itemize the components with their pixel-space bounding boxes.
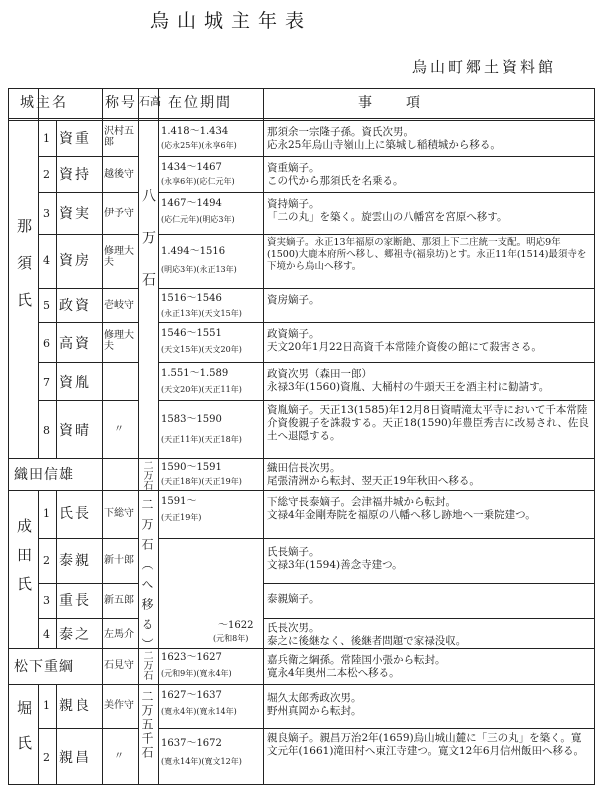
- source-label: 烏山町郷土資料館: [412, 58, 557, 76]
- family-oda: 織田信雄: [14, 467, 74, 483]
- koku-matsushita: 二万石: [141, 650, 152, 680]
- header-events: 事 項: [358, 95, 422, 111]
- family-narita: 成田氏: [15, 518, 33, 605]
- koku-oda: 二万石: [141, 460, 152, 490]
- header-title: 称号: [105, 95, 137, 111]
- koku-hori: 二万五千石: [140, 690, 154, 760]
- header-koku: 石高: [139, 95, 161, 108]
- header-period: 在位期間: [168, 95, 232, 111]
- chronology-table: 城主名 称号 石高 在位期間 事 項 那須氏 織田信雄 成田氏 松下重綱 堀氏 八万石 二万石 二万石（へ移る） 二万石 二万五千石 1 資重 沢村五郎 1.418～1.434 (応永25年)(永享6年) 那須余一宗隆子孫。資氏次男。 応永25年烏山寺嶺山上に築城し稲積城から移る。 2 資持 越後守 1434～1467 (永享6年)(応仁元年) 資重嫡子。 この代から那須氏を名乗る。 3 資実 伊予守 1467～1494 (応仁元年)(明応3年) 資持嫡子。 「二の丸」を築く。旋雲山の八幡宮を宮原へ移す。 4 資房 修理大夫 1.494～1516 (明応3年)(永正13年) 資実嫡子。永正13年福原の家断絶、那須上下二庄統一支配。明応9年(1500)大鹿本府所へ移し、郷祖寺(福泉坊)とす。永正11年(1514)最須寺を下境から烏山へ移す。 5 政資 壱岐守 1516～1546 (永正13年)(天文15年) 資房嫡子。 6 高資 修理大夫 1546～1551 (天文15年)(天文20年) 政資嫡子。 天文20年1月22日高資千本常陸介資俊の館にて殺害さる。 7 資胤 1.551～1.589 (天文20年)(天正11年) 政資次男（森田一郎） 永禄3年(1560)資胤、大桶村の牛頭天王を酒主村に勧請す。 8 資晴 〃 1583～1590 (天正11年)(天正18年) 資胤嫡子。天正13(1585)年12月8日資晴滝太平寺において千本常陸介資俊親子を誅殺する。天正18(1590)年豊臣秀吉に改易され、佐良土へ退隠する。 1590～1591 (天正18年)(天正19年) 織田信長次男。 尾張清洲から転封、翌天正19年秋田へ移る。 1 氏長 下総守 1591～ (天正19年) 下総守長泰嫡子。会津福井城から転封。 文禄4年金剛寿院を福原の八幡へ移し跡地へ一乗院建つ。 2 泰親 新十郎 氏長嫡子。 文禄3年(1594)善念寺建つ。 3 重長 新五郎 泰親嫡子。 4 泰之 左馬介 ～1622 (元和8年) 氏長次男。 泰之に後継なく、後継者問題で家禄没収。 石見守 1623～1627 (元和9年)(寛永4年) 嘉兵衛之綱孫。常陸国小張から転封。 寛永4年奥州二本松へ移る。 1 親良 美作守 1627～1637 (寛永4年)(寛永14年) 堀久太郎秀政次男。 野州真岡から転封。 2 親昌 〃 1637～1672 (寛永14年)(寛文12年) 親良嫡子。親昌万治2年(1659)烏山城山麓に「三の丸」を築く。寛文元年(1661)滝田村へ東江寺建つ。寛文12年6月信州飯田へ移る。: [8, 88, 594, 785]
- family-hori: 堀氏: [15, 700, 33, 770]
- family-nasu: 那須氏: [15, 218, 33, 329]
- koku-narita: 二万石（へ移る）: [140, 498, 154, 658]
- header-lord: 城主名: [20, 95, 68, 111]
- document-title: 烏山城主年表: [150, 10, 313, 32]
- family-matsushita: 松下重綱: [14, 659, 74, 675]
- koku-nasu: 八万石: [140, 188, 156, 314]
